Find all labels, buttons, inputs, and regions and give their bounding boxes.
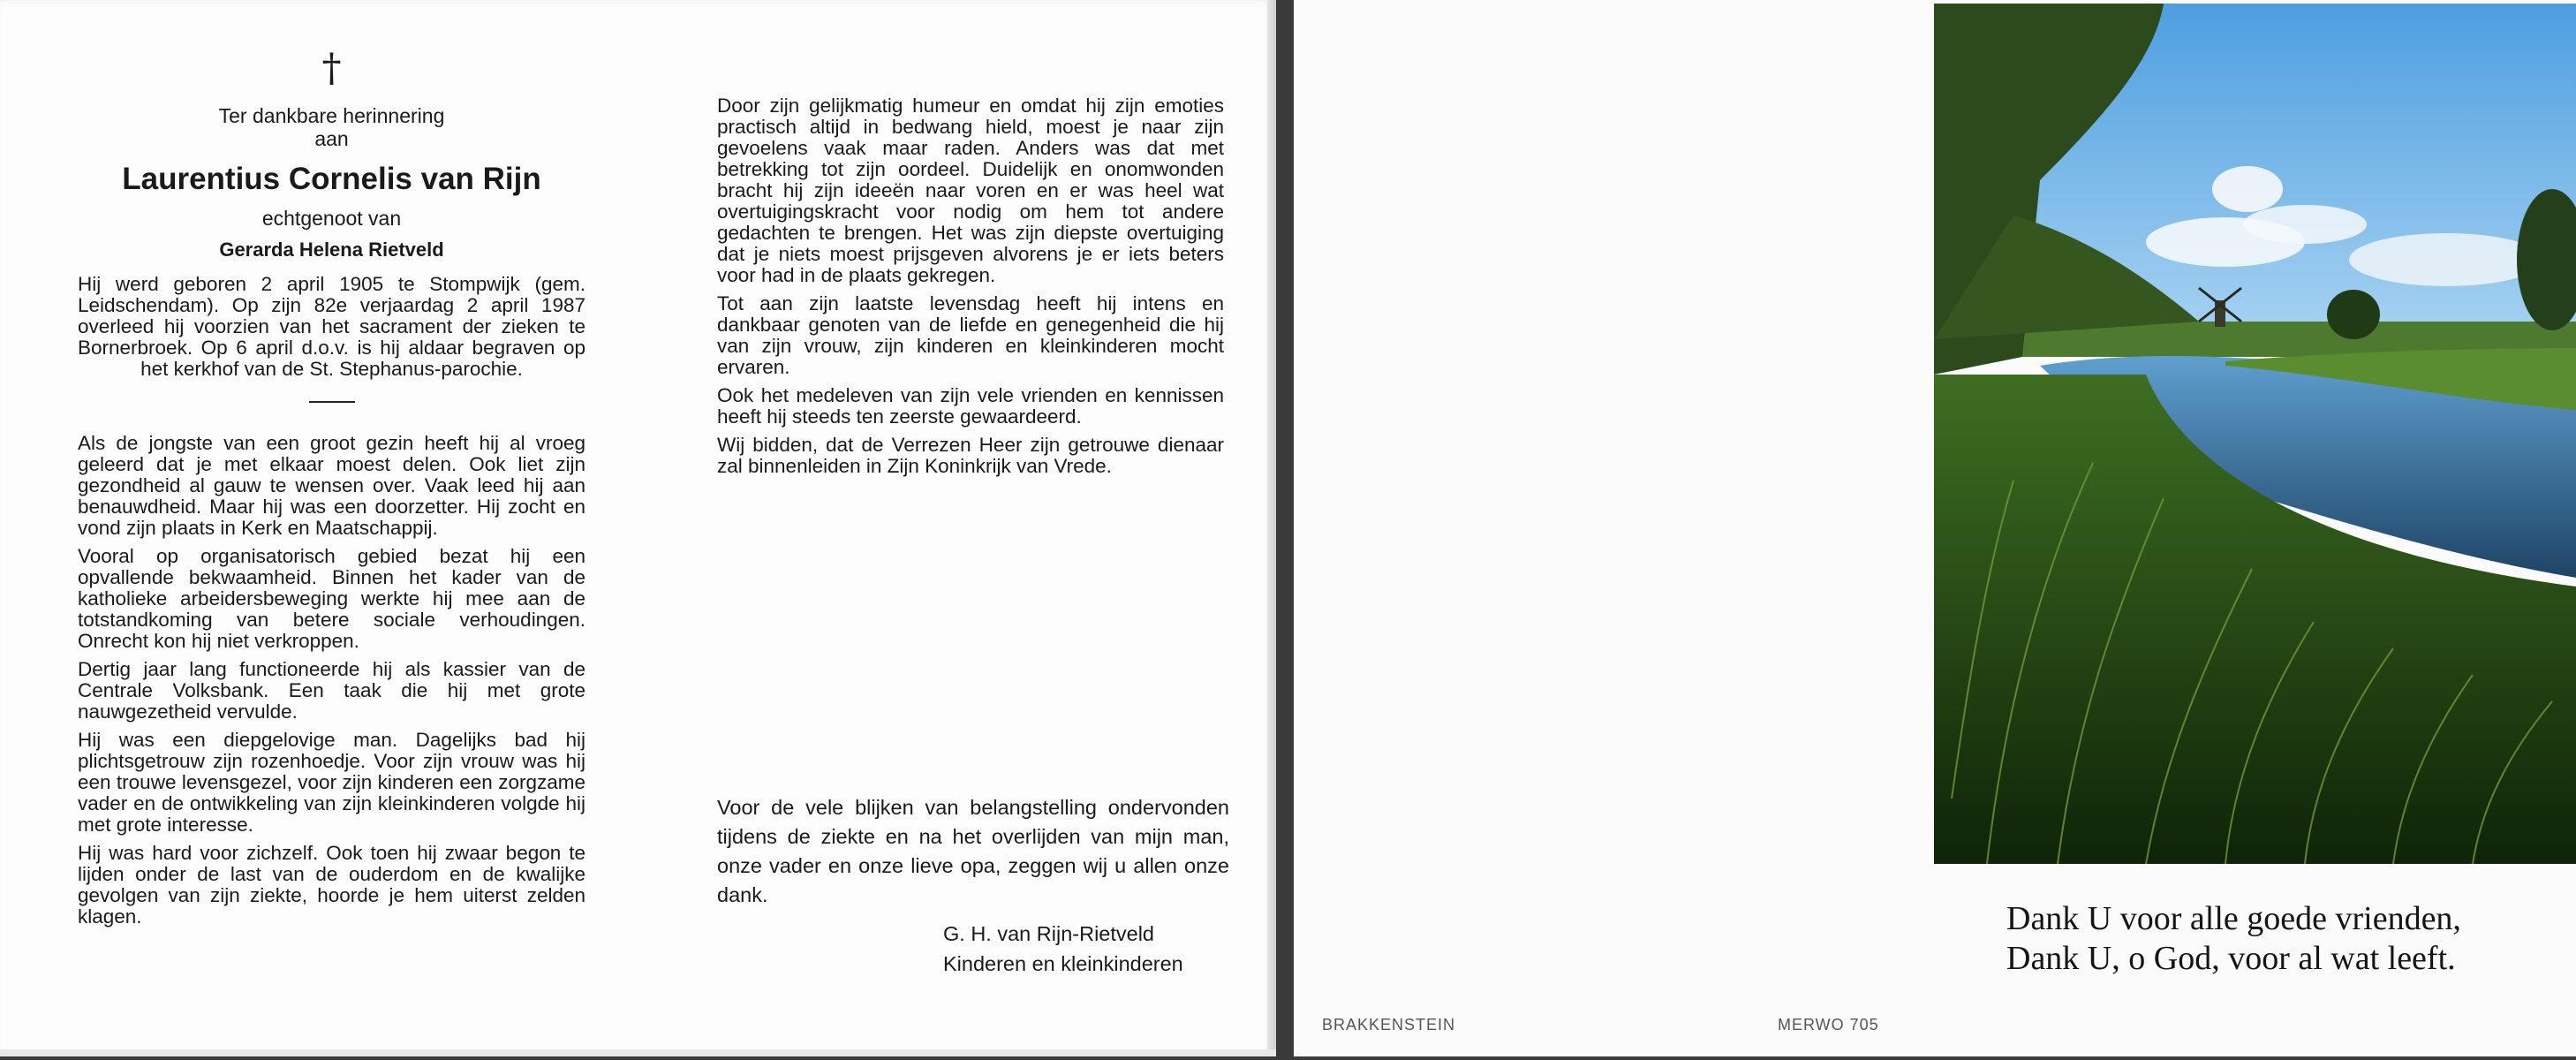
print-code-label: MERWO 705 [1778,1016,1879,1034]
cloud [2349,233,2543,286]
card-bottom-band [0,1049,1276,1056]
col1-paragraph-2: Vooral op organisatorisch gebied bezat hij een opvallende bekwaamheid. Binnen het kader van de katholieke arbeidersbeweging werkte hij mee aan de totstandkoming van betere sociale verhoudingen. Onrecht kon hij niet verkroppen. [78,545,585,652]
spouse-label: echtgenoot van [261,207,402,230]
col1-paragraph-5: Hij was hard voor zichzelf. Ook toen hij zwaar begon te lijden onder de last van de ouderdom en de kwalijke gevolgen van zijn ziekte, hoorde je hem uiterst zelden klagen. [78,842,585,928]
bio-text: Hij werd geboren 2 april 1905 te Stompwijk (gem. Leidschendam). Op zijn 82e verjaardag 2 april 1987 overleed hij voorzien van het sacrament der zieken te Bornerbroek. Op 6 april d.o.v. is hij aldaar begraven op het kerkhof van de St. Stephanus-parochie. [78,273,585,380]
tree [2327,290,2380,339]
quote [2006,899,2461,979]
landscape-photo-illustration [1934,4,2576,864]
landscape-photo [1934,4,2576,864]
spouse-name: Gerarda Helena Rietveld [219,238,444,261]
left-column [78,46,585,935]
quote-line-2: Dank U, o God, voor al wat leeft. [2006,940,2456,977]
signature-line-1: G. H. van Rijn-Rietveld [943,922,1154,945]
intro-line-1: Ter dankbare herinnering [218,104,445,127]
cloud [2243,205,2367,244]
cross-icon: † [321,46,342,91]
col2-paragraph-2: Tot aan zijn laatste levensdag heeft hij intens en dankbaar genoten van de liefde en genegenheid die hij van zijn vrouw, zijn kinderen en kleinkinderen mocht ervaren. [717,292,1224,378]
thanks-text: Voor de vele blijken van belangstelling ondervonden tijdens de ziekte en na het overlijden van mijn man, onze vader en onze lieve opa, zeggen wij u allen onze dank. [717,796,1229,906]
bio-paragraph [78,274,585,380]
publisher-label: BRAKKENSTEIN [1322,1016,1456,1034]
col1-paragraph-3: Dertig jaar lang functioneerde hij als kassier van de Centrale Volksbank. Een taak die hij met grote nauwgezetheid vervulde. [78,658,585,723]
quote-line-1: Dank U voor alle goede vrienden, [2006,900,2461,937]
divider [309,401,355,403]
card-fold-edge [1267,0,1276,1056]
signature [943,919,1183,979]
col2-paragraph-3: Ook het medeleven van zijn vele vrienden en kennissen heeft hij steeds ten zeerste gewaardeerd. [717,384,1224,428]
col2-paragraph-4: Wij bidden, dat de Verrezen Heer zijn getrouwe dienaar zal binnenleiden in Zijn Koninkrijk van Vrede. [717,434,1224,477]
right-column [717,95,1224,484]
cloud [2212,166,2283,212]
col2-paragraph-1: Door zijn gelijkmatig humeur en omdat hij zijn emoties practisch altijd in bedwang hield, moest je naar zijn gevoelens vaak maar raden. Anders was dat met betrekking tot zijn oordeel. Duidelijk en onomwonden bracht hij zijn ideeën naar voren en er was heel wat overtuigingskracht voor nodig om hem tot andere gedachten te brengen. Het was zijn diepste overtuiging dat je niets moest prijsgeven alvorens je er iets beters voor had in de plaats gekregen. [717,95,1224,286]
col1-paragraph-4: Hij was een diepgelovige man. Dagelijks bad hij plichtsgetrouw zijn rozenhoedje. Voor zijn vrouw was hij een trouwe levensgezel, voor zijn kinderen een zorgzame vader en de ontwikkeling van zijn kleinkinderen volgde hij met grote interesse. [78,729,585,836]
intro-line-2: aan [314,127,349,150]
col1-paragraph-1: Als de jongste van een groot gezin heeft hij al vroeg geleerd dat je met elkaar moest delen. Ook liet zijn gezondheid al gauw te wensen over. Vaak leed hij aan benauwdheid. Maar hij was een doorzetter. Hij zocht en vond zijn plaats in Kerk en Maatschappij. [78,432,585,539]
signature-line-2: Kinderen en kleinkinderen [943,952,1183,975]
left-card [0,0,1276,1056]
deceased-name: Laurentius Cornelis van Rijn [122,162,541,196]
